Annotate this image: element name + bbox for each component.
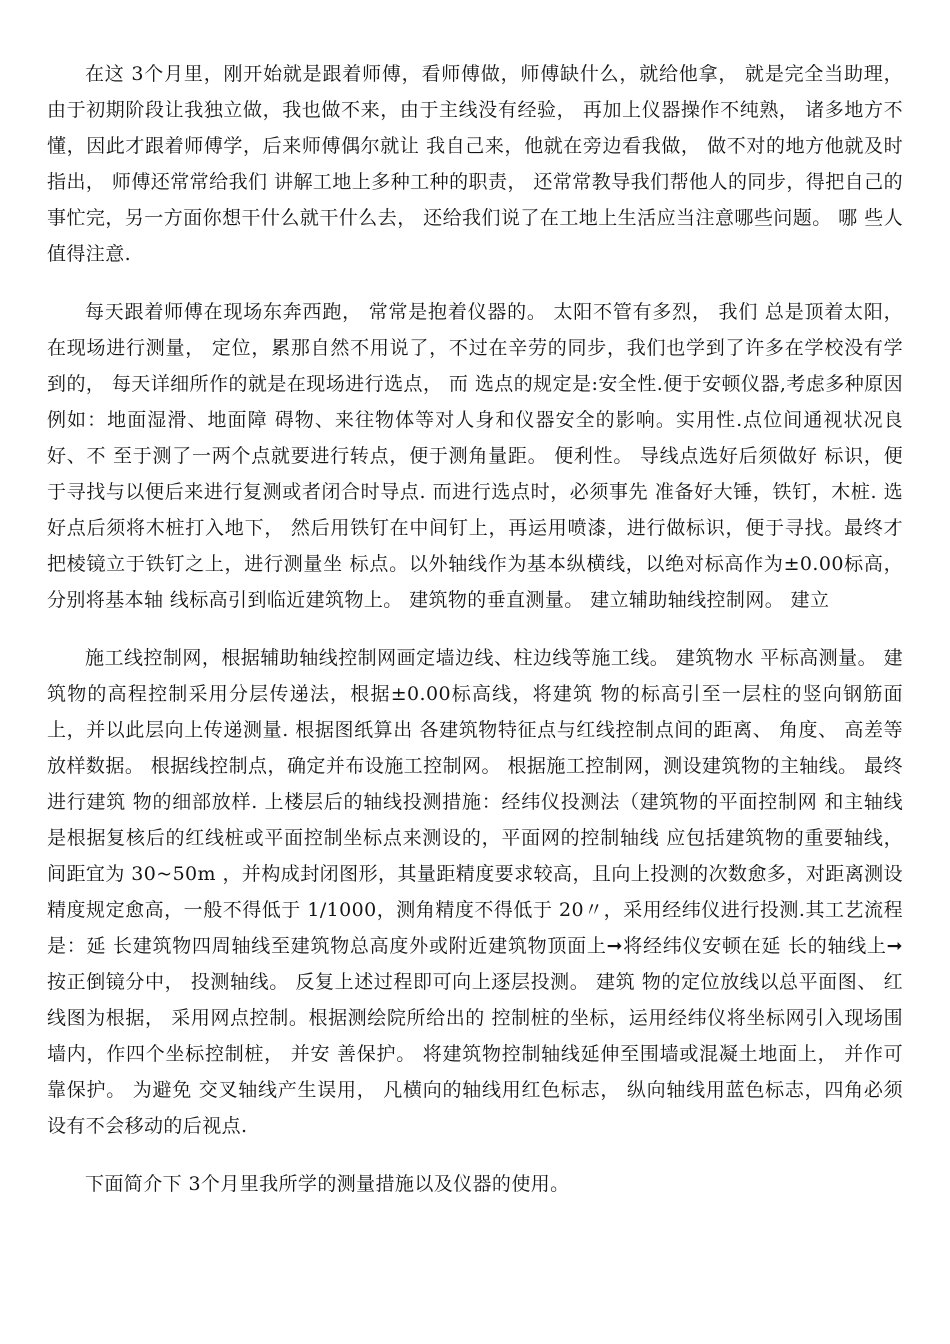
paragraph-apprenticeship: 在这 3个月里，刚开始就是跟着师傅，看师傅做，师傅缺什么，就给他拿， 就是完全当助理，由于初期阶段让我独立做，我也做不来，由于主线没有经验， 再加上仪器操作不纯熟， 诸多地方不懂，因此才跟着师傅学，后来师傅偶尔就让 我自己来，他就在旁边看我做， 做不对的地方他就及时指出， 师傅还常常给我们 讲解工地上多种工种的职责， 还常常教导我们帮他人的同步，得把自己的事忙完，另一方面你想干什么就干什么去， 还给我们说了在工地上生活应当注意哪些问题。 哪 些人值得注意. [47, 63, 903, 265]
paragraph-introduction-next-section: 下面简介下 3个月里我所学的测量措施以及仪器的使用。 [85, 1173, 570, 1195]
paragraph-construction-control-network: 施工线控制网，根据辅助轴线控制网画定墙边线、柱边线等施工线。 建筑物水 平标高测量。 建筑物的高程控制采用分层传递法，根据±0.00标高线，将建筑 物的标高引至一层柱的竖向钢筋面上，并以此层向上传递测量. 根据图纸算出 各建筑物特征点与红线控制点间的距离、 角度、 高差等放样数据。 根据线控制点，确定并布设施工控制网。 根据施工控制网，测设建筑物的主轴线。 最终进行建筑 物的细部放样. 上楼层后的轴线投测措施：经纬仪投测法（建筑物的平面控制网 和主轴线是根据复核后的红线桩或平面控制坐标点来测设的，平面网的控制轴线 应包括建筑物的重要轴线，间距宜为 30~50m ，并构成封闭图形，其量距精度要求较高，且向上投测的次数愈多，对距离测设精度规定愈高，一般不得低于 1/1000，测角精度不得低于 20〃，采用经纬仪进行投测.其工艺流程是：延 长建筑物四周轴线至建筑物总高度外或附近建筑物顶面上➞将经纬仪安顿在延 长的轴线上➞按正倒镜分中， 投测轴线。 反复上述过程即可向上逐层投测。 建筑 物的定位放线以总平面图、 红线图为根据， 采用网点控制。根据测绘院所给出的 控制桩的坐标，运用经纬仪将坐标网引入现场围墙内，作四个坐标控制桩， 并安 善保护。 将建筑物控制轴线延伸至围墙或混凝土地面上， 并作可靠保护。 为避免 交叉轴线产生误用， 凡横向的轴线用红色标志， 纵向轴线用蓝色标志，四角必须 设有不会移动的后视点. [47, 647, 903, 1137]
document-body [47, 56, 903, 1202]
paragraph-site-point-selection: 每天跟着师傅在现场东奔西跑， 常常是抱着仪器的。 太阳不管有多烈， 我们 总是顶着太阳，在现场进行测量， 定位，累那自然不用说了，不过在辛劳的同步，我们也学到了许多在学校没有学到的， 每天详细所作的就是在现场进行选点， 而 选点的规定是:安全性.便于安顿仪器,考虑多种原因例如：地面湿滑、地面障 碍物、来往物体等对人身和仪器安全的影响。实用性.点位间通视状况良好、不 至于测了一两个点就要进行转点，便于测角量距。 便利性。 导线点选好后须做好 标识，便于寻找与以便后来进行复测或者闭合时导点. 而进行选点时，必须事先 准备好大锤，铁钉，木桩. 选好点后须将木桩打入地下， 然后用铁钉在中间钉上，再运用喷漆，进行做标识，便于寻找。最终才把棱镜立于铁钉之上，进行测量坐 标点。以外轴线作为基本纵横线，以绝对标高作为±0.00标高，分别将基本轴 线标高引到临近建筑物上。 建筑物的垂直测量。 建立辅助轴线控制网。 建立 [47, 301, 903, 611]
